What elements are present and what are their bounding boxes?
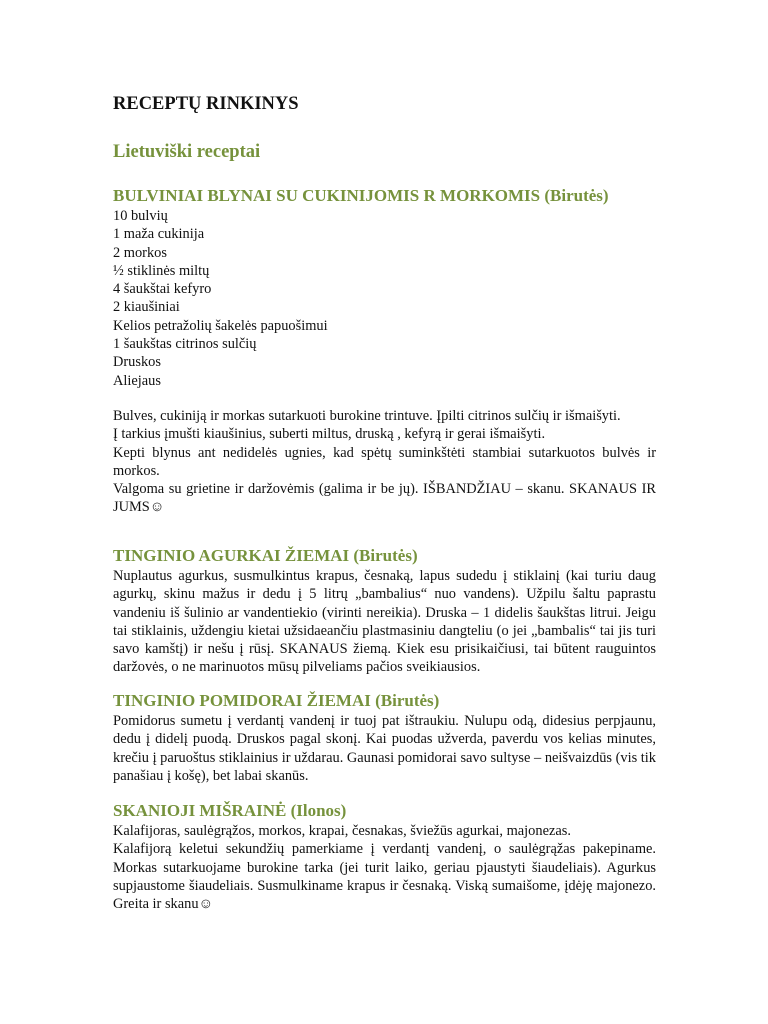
- ingredient-item: 2 kiaušiniai: [113, 299, 180, 316]
- recipe-title: TINGINIO POMIDORAI ŽIEMAI (Birutės): [113, 691, 440, 710]
- ingredient-item: Druskos: [113, 354, 161, 371]
- recipe-skanioji-misraine: [113, 800, 656, 913]
- recipe-tinginio-agurkai: [113, 545, 656, 677]
- instruction-paragraph: Kalafijoras, saulėgrąžos, morkos, krapai, česnakas, šviežūs agurkai, majonezas.: [113, 823, 571, 839]
- ingredient-item: Aliejaus: [113, 372, 161, 389]
- instruction-paragraph: Pomidorus sumetu į verdantį vandenį ir tuoj pat ištraukiu. Nulupu odą, didesius perpjaunu, dedu į didelį puodą. Druskos pagal skonį. Kai puodas užverda, paverdu vos kelias minutes, krečiu į paruoštus stiklainius ir uždarau. Gaunasi pomidorai savo sultyse – neišvaizdūs (vis tik panašiau į košę), bet labai skanūs.: [113, 713, 656, 784]
- ingredient-item: 10 bulvių: [113, 208, 168, 224]
- instruction-paragraph: Į tarkius įmušti kiaušinius, suberti miltus, druską , kefyrą ir gerai išmaišyti.: [113, 426, 546, 443]
- ingredient-item: 1 maža cukinija: [113, 226, 205, 243]
- ingredient-item: ½ stiklinės miltų: [113, 262, 210, 279]
- ingredient-item: Kelios petražolių šakelės papuošimui: [113, 317, 328, 334]
- instruction-paragraph: Kepti blynus ant nedidelės ugnies, kad spėtų suminkštėti stambiai sutarkuotos bulvės ir morkos.: [113, 444, 656, 479]
- recipe-title: SKANIOJI MIŠRAINĖ (Ilonos): [113, 801, 347, 820]
- instruction-paragraph: Valgoma su grietine ir daržovėmis (galima ir be jų). IŠBANDŽIAU – skanu. SKANAUS IR JUMS☺: [113, 481, 656, 516]
- document-title: RECEPTŲ RINKINYS: [113, 94, 299, 114]
- ingredient-item: 4 šaukštai kefyro: [113, 281, 212, 298]
- ingredient-item: 2 morkos: [113, 244, 167, 261]
- recipe-bulviniai-blynai: [113, 185, 656, 517]
- section-subtitle: Lietuviški receptai: [113, 142, 261, 162]
- ingredient-item: 1 šaukštas citrinos sulčių: [113, 336, 257, 353]
- recipe-title: BULVINIAI BLYNAI SU CUKINIJOMIS R MORKOMIS (Birutės): [113, 186, 609, 205]
- instruction-paragraph: Kalafijorą keletui sekundžių pamerkiame į verdantį vandenį, o saulėgrąžas pakepiname. Morkas sutarkuojame burokine tarka (jei turit laiko, geriau pjaustyti šiaudeliais). Agurkus supjaustome šiaudeliais. Susmulkiname krapus ir česnaką. Viską sumaišome, įdėję majonezo. Greita ir skanu☺: [113, 841, 656, 913]
- instruction-paragraph: Nuplautus agurkus, susmulkintus krapus, česnaką, lapus sudedu į stiklainį (kai turiu daug agurkų, skinu mažus ir dedu į 5 litrų „bambalius“ nuo vandens). Užpilu šaltu paprastu vandeniu iš šulinio ar vandentiekio (virinti nereikia). Druska – 1 didelis šaukštas litrui. Jeigu tai stiklainis, uždengiu kietai užsidaeančiu plastmasiniu dangteliu (o jei „bambalis“ tai jis turi savo kamštį) ir nešu į rūsį. SKANAUS žiemą. Kiek esu prisikaičiusi, tai būtent rauguintos daržovės, o ne marinuotos mūsų pilveliams pačios sveikiausios.: [113, 568, 656, 676]
- ingredient-list: [113, 207, 656, 390]
- recipe-tinginio-pomidorai: [113, 690, 656, 785]
- instruction-paragraph: Bulves, cukiniją ir morkas sutarkuoti burokine trintuve. Įpilti citrinos sulčių ir išmaišyti.: [113, 407, 621, 424]
- recipe-title: TINGINIO AGURKAI ŽIEMAI (Birutės): [113, 546, 418, 565]
